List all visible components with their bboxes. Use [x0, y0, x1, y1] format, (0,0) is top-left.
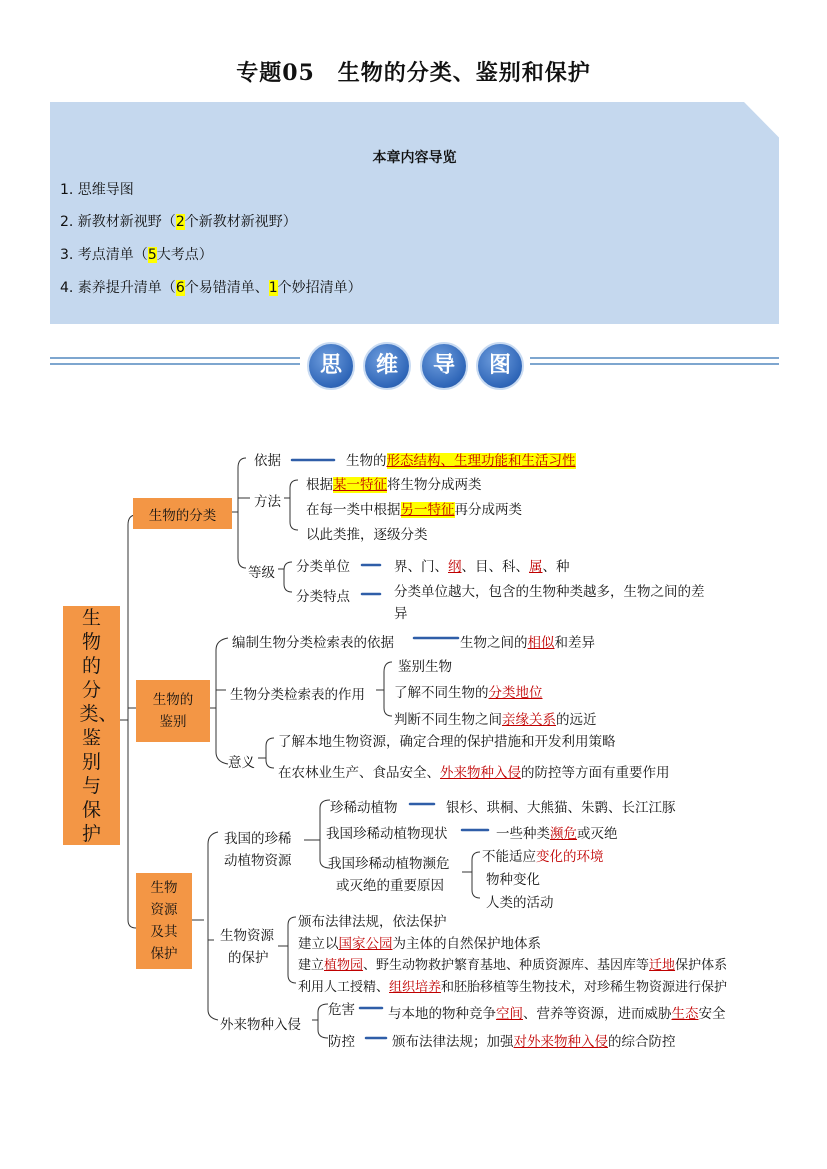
guide-heading: 本章内容导览: [372, 150, 457, 166]
identify-role-3: 判断不同生物之间亲缘关系的远近: [394, 712, 597, 728]
guide-item-2: 2. 新教材新视野（2个新教材新视野）: [60, 214, 297, 230]
classify-feature-label: 分类特点: [296, 589, 350, 605]
identify-meaning-label: 意义: [228, 755, 255, 771]
classify-method-3: 以此类推，逐级分类: [306, 527, 428, 543]
classify-feature-line1: 分类单位越大，包含的生物种类越多，生物之间的差: [394, 584, 705, 600]
classify-basis-value: 生物的形态结构、生理功能和生活习性: [346, 453, 576, 469]
rare-label-line2: 动植物资源: [224, 853, 292, 869]
rare-cause-3: 人类的活动: [486, 895, 554, 911]
protect-4: 利用人工授精、组织培养和胚胎移植等生物技术，对珍稀生物资源进行保护: [298, 980, 728, 995]
identify-role-1: 鉴别生物: [398, 659, 452, 675]
classify-basis-label: 依据: [254, 453, 281, 469]
protect-3: 建立植物园、野生动物救护繁育基地、种质资源库、基因库等迁地保护体系: [298, 958, 728, 973]
root-node: 生物的分类、鉴别与保护: [63, 606, 120, 845]
invasion-label: 外来物种入侵: [220, 1017, 301, 1033]
classify-method-label: 方法: [254, 494, 281, 510]
invasion-harm: 与本地的物种竞争空间、营养等资源，进而威胁生态安全: [388, 1006, 726, 1022]
banner-char-3: 导: [420, 342, 468, 390]
identify-meaning-1: 了解本地生物资源，确定合理的保护措施和开发利用策略: [278, 734, 616, 750]
classify-feature-line2: 异: [394, 606, 408, 622]
invasion-harm-label: 危害: [328, 1002, 355, 1018]
guide-item-1: 1. 思维导图: [60, 182, 134, 198]
invasion-control: 颁布法律法规；加强对外来物种入侵的综合防控: [392, 1034, 676, 1050]
protect-2: 建立以国家公园为主体的自然保护地体系: [298, 936, 541, 952]
classify-method-1: 根据某一特征将生物分成两类: [306, 477, 482, 493]
banner-char-1: 思: [307, 342, 355, 390]
rare-c-label-line2: 或灭绝的重要原因: [336, 878, 444, 894]
identify-role-label: 生物分类检索表的作用: [230, 687, 365, 703]
classify-rank-label: 等级: [248, 565, 275, 581]
rare-b-label: 我国珍稀动植物现状: [326, 826, 448, 842]
identify-basis-label: 编制生物分类检索表的依据: [232, 635, 394, 651]
rare-a-label: 珍稀动植物: [330, 800, 398, 816]
identify-role-2: 了解不同生物的分类地位: [394, 685, 543, 701]
node-identify: 生物的鉴别: [136, 680, 210, 742]
rare-b-value: 一些种类濒危或灭绝: [496, 826, 618, 842]
protect-label-line1: 生物资源: [220, 928, 274, 944]
identify-meaning-2: 在农林业生产、食品安全、外来物种入侵的防控等方面有重要作用: [278, 765, 670, 781]
identify-basis-value: 生物之间的相似和差异: [460, 635, 595, 651]
guide-item-4: 4. 素养提升清单（6个易错清单、1个妙招清单）: [60, 280, 362, 296]
page-title: 专题05 生物的分类、鉴别和保护: [236, 60, 591, 86]
rare-a-value: 银杉、珙桐、大熊猫、朱鹮、长江江豚: [446, 800, 676, 816]
rare-cause-1: 不能适应变化的环境: [482, 849, 604, 865]
rare-c-label-line1: 我国珍稀动植物濒危: [328, 856, 450, 872]
classify-unit-label: 分类单位: [296, 559, 350, 575]
classify-units: 界、门、纲、目、科、属、种: [394, 559, 570, 575]
rare-cause-2: 物种变化: [486, 872, 540, 888]
guide-item-3: 3. 考点清单（5大考点）: [60, 247, 213, 263]
protect-1: 颁布法律法规，依法保护: [298, 914, 447, 930]
invasion-control-label: 防控: [328, 1034, 355, 1050]
rare-label-line1: 我国的珍稀: [224, 831, 292, 847]
banner-char-2: 维: [363, 342, 411, 390]
classify-method-2: 在每一类中根据另一特征再分成两类: [306, 502, 522, 518]
node-resource: 生物资源及其保护: [136, 873, 192, 969]
node-classify: 生物的分类: [133, 498, 232, 529]
protect-label-line2: 的保护: [228, 950, 269, 966]
banner-char-4: 图: [476, 342, 524, 390]
